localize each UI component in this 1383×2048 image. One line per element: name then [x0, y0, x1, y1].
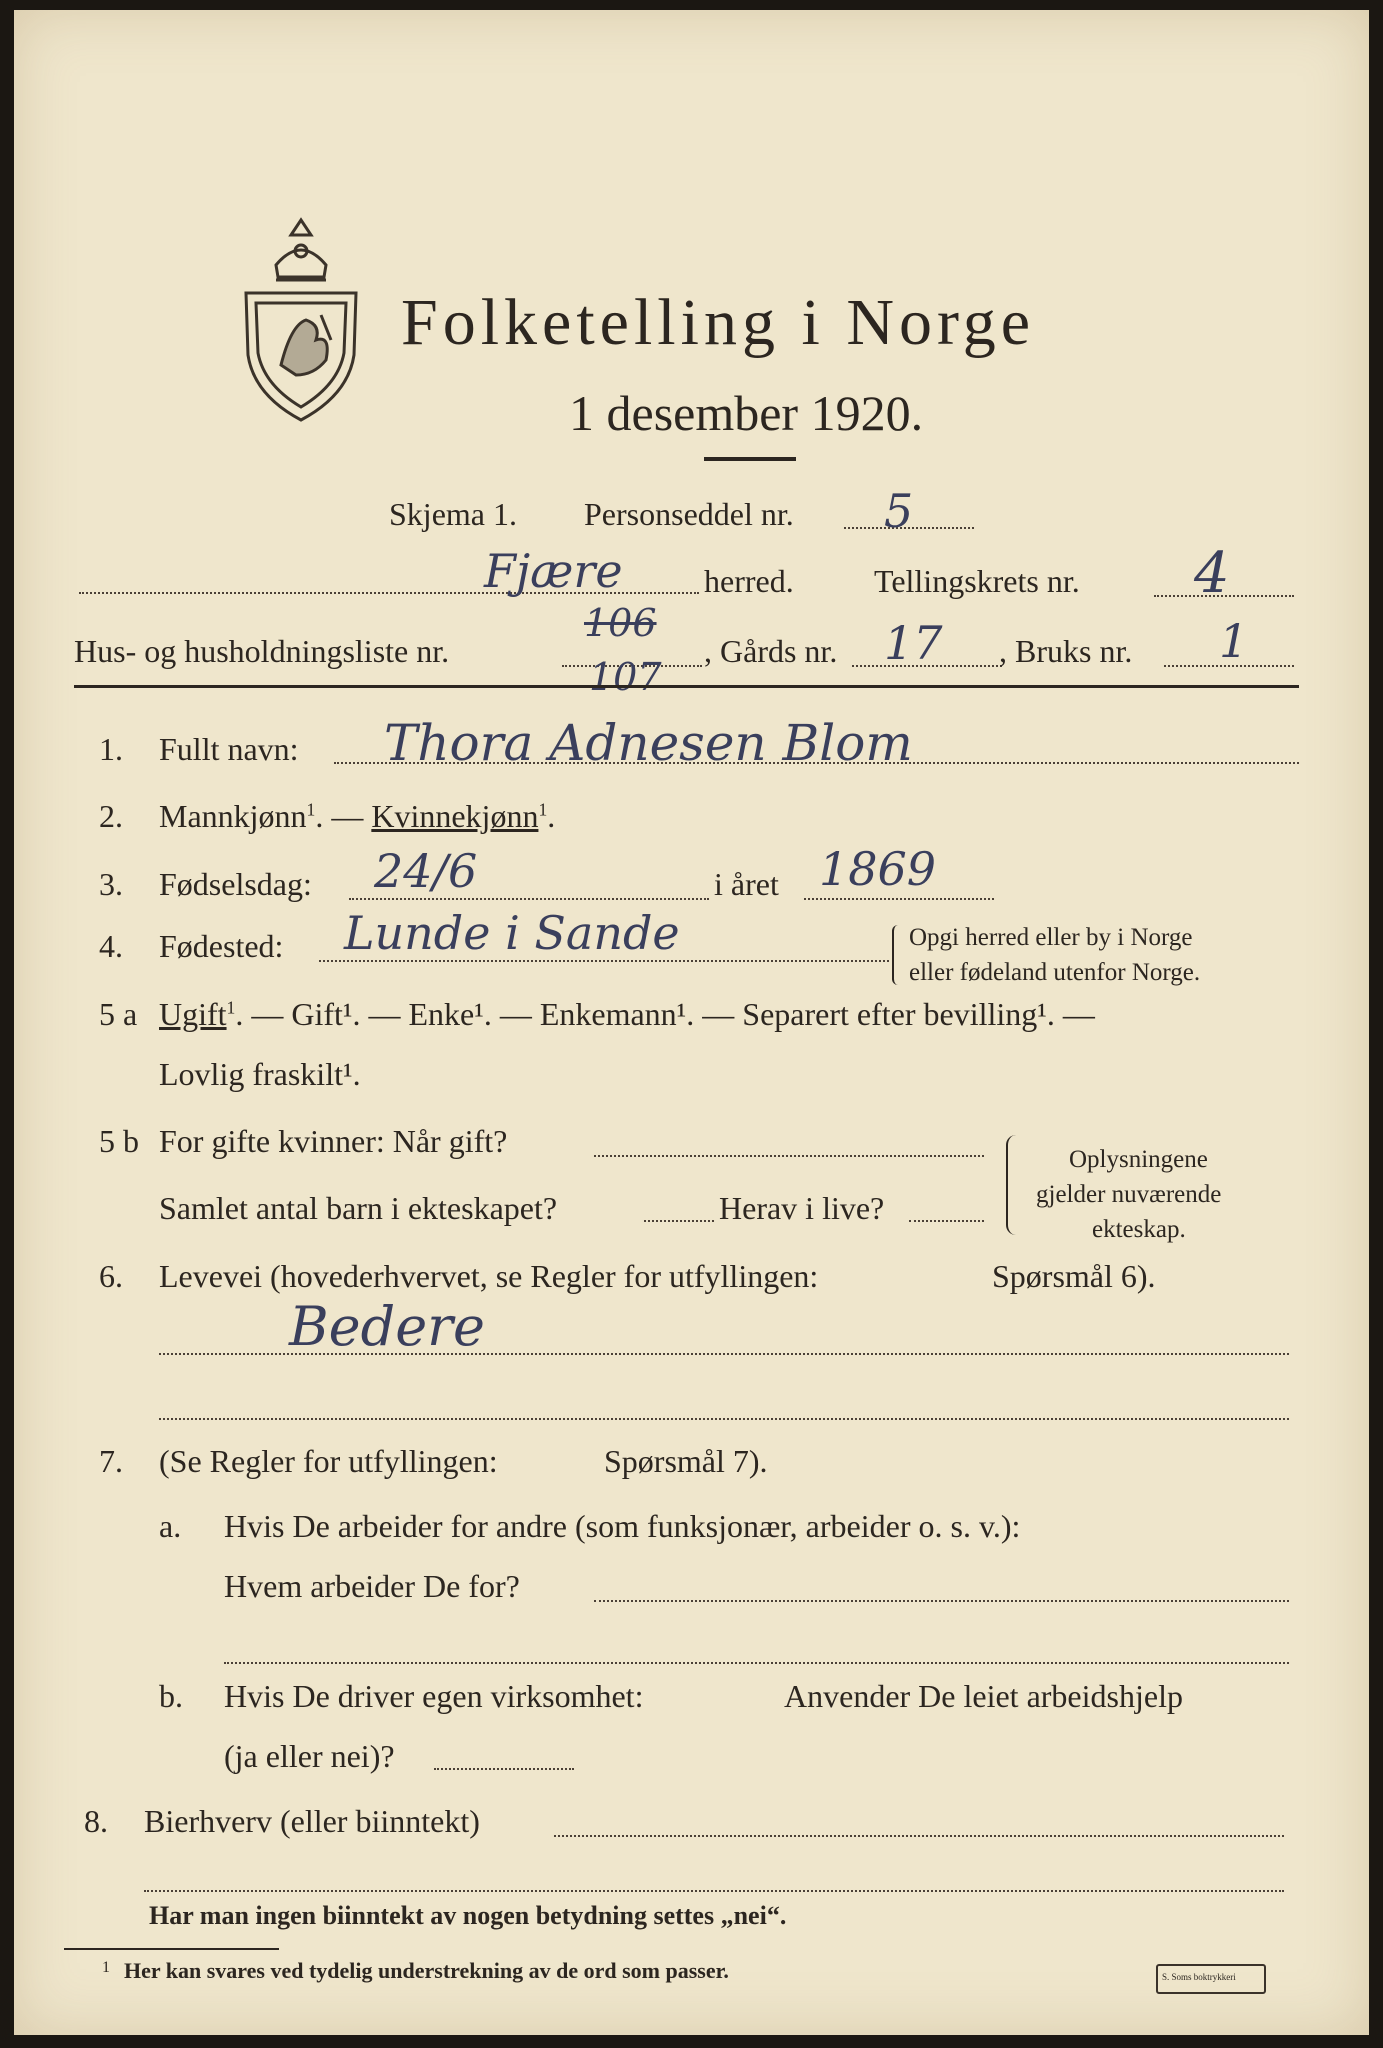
q1-value: Thora Adnesen Blom [384, 714, 913, 772]
q5b-note-line2: gjelder nuværende [1036, 1181, 1222, 1208]
q5b-number: 5 b [99, 1123, 139, 1159]
q4-note-line1: Opgi herred eller by i Norge [909, 924, 1193, 951]
section-rule [74, 685, 1299, 688]
census-form-page [14, 10, 1369, 2035]
form-title: Folketelling i Norge [401, 286, 1036, 359]
gards-label: , Gårds nr. [704, 633, 838, 669]
q7a-label: Hvis De arbeider for andre (som funksjonær, arbeider o. s. v.): [224, 1508, 1021, 1544]
q6-label-cont: Spørsmål 6). [992, 1258, 1156, 1294]
q7b-label-cont: Anvender De leiet arbeidshjelp [784, 1678, 1183, 1714]
q5a-options: Ugift$^1$. — Gift¹. — Enke¹. — Enkemann¹. — Separert efter bevilling¹. — [159, 996, 1095, 1032]
q3-number: 3. [99, 866, 123, 902]
q5b-alive-label: Herav i live? [719, 1190, 885, 1226]
q6-field-line2 [159, 1418, 1289, 1420]
q3-field [349, 898, 709, 900]
q8-number: 8. [84, 1803, 108, 1839]
q8-label: Bierhverv (eller biinntekt) [144, 1803, 480, 1839]
q5b-children-label: Samlet antal barn i ekteskapet? [159, 1190, 558, 1226]
q1-label: Fullt navn: [159, 731, 299, 767]
q3-value: 24/6 [374, 844, 478, 898]
q8-field-line2 [144, 1890, 1284, 1892]
q3-year-value: 1869 [819, 842, 937, 896]
husliste-value: 106 [584, 601, 657, 645]
q4-field [319, 960, 889, 962]
q7-label-cont: Spørsmål 7). [604, 1443, 768, 1479]
bruks-label: , Bruks nr. [999, 633, 1133, 669]
printer-stamp [1156, 1964, 1266, 1994]
printer-stamp-text: S. Soms boktrykkeri [1162, 1972, 1236, 1982]
q6-field-line1 [159, 1353, 1289, 1355]
q6-value: Bedere [289, 1295, 485, 1358]
q1-number: 1. [99, 731, 123, 767]
q5a-other-options: . — Gift¹. — Enke¹. — Enkemann¹. — Separert efter bevilling¹. — [235, 996, 1095, 1032]
q2-option-male: Mannkjønn [159, 798, 307, 834]
q7a-letter: a. [159, 1508, 182, 1544]
q7b-letter: b. [159, 1678, 183, 1714]
q7a-field-line1 [594, 1600, 1289, 1602]
footer-rule [64, 1948, 279, 1950]
census-date: 1 desember 1920. [569, 385, 924, 441]
skjema-label: Skjema 1. [389, 496, 517, 532]
q7b-field [434, 1768, 574, 1770]
q7a-question: Hvem arbeider De for? [224, 1568, 520, 1604]
tellingskrets-value: 4 [1194, 541, 1230, 606]
norwegian-coat-of-arms-icon [236, 215, 366, 425]
q5a-line2: Lovlig fraskilt¹. [159, 1056, 361, 1092]
q2-separator: . — [315, 798, 372, 834]
q7b-question: (ja eller nei)? [224, 1738, 395, 1774]
q5b-label: For gifte kvinner: Når gift? [159, 1123, 508, 1159]
q6-label: Levevei (hovederhvervet, se Regler for utfyllingen: [159, 1258, 819, 1294]
q5b-when-field [594, 1155, 984, 1157]
q5b-children-field [644, 1220, 714, 1222]
personseddel-value: 5 [884, 484, 914, 538]
q2-options: Mannkjønn$^1$. — Kvinnekjønn$^1$. [159, 798, 556, 834]
q5b-note-line3: ekteskap. [1092, 1216, 1186, 1243]
bruks-value: 1 [1219, 614, 1249, 668]
personseddel-label: Personseddel nr. [584, 496, 794, 532]
husliste-value-corrected: 107 [589, 655, 662, 699]
q3-year-label: i året [714, 866, 779, 902]
herred-label: herred. [704, 563, 794, 599]
q5a-option-ugift-selected: Ugift [159, 996, 227, 1032]
q7a-field-line2 [224, 1662, 1289, 1664]
herred-value: Fjære [484, 544, 623, 598]
q7b-label: Hvis De driver egen virksomhet: [224, 1678, 644, 1714]
q4-number: 4. [99, 928, 123, 964]
q5b-note-line1: Oplysningene [1069, 1146, 1208, 1173]
q5b-note-brace [1006, 1135, 1018, 1235]
q4-label: Fødested: [159, 928, 284, 964]
footnote-mark: 1 [102, 1959, 110, 1976]
q5a-number: 5 a [99, 996, 138, 1032]
q4-value: Lunde i Sande [344, 906, 680, 960]
q2-option-female-selected: Kvinnekjønn [371, 798, 539, 834]
tellingskrets-label: Tellingskrets nr. [874, 563, 1080, 599]
q4-note-line2: eller fødeland utenfor Norge. [909, 959, 1201, 986]
gards-value: 17 [884, 616, 943, 670]
husliste-label: Hus- og husholdningsliste nr. [74, 633, 450, 669]
q4-note-brace [892, 925, 902, 985]
q7-label: (Se Regler for utfyllingen: [159, 1443, 498, 1479]
footer-note: Har man ingen biinntekt av nogen betydning settes „nei“. [149, 1901, 787, 1930]
q5b-alive-field [909, 1220, 984, 1222]
q6-number: 6. [99, 1258, 123, 1294]
footnote-text: Her kan svares ved tydelig understrekning av de ord som passer. [124, 1958, 729, 1983]
q3-year-field [804, 898, 994, 900]
title-divider [704, 457, 796, 461]
q7-number: 7. [99, 1443, 123, 1479]
q3-label: Fødselsdag: [159, 866, 312, 902]
q2-number: 2. [99, 798, 123, 834]
q8-field-line1 [554, 1835, 1284, 1837]
